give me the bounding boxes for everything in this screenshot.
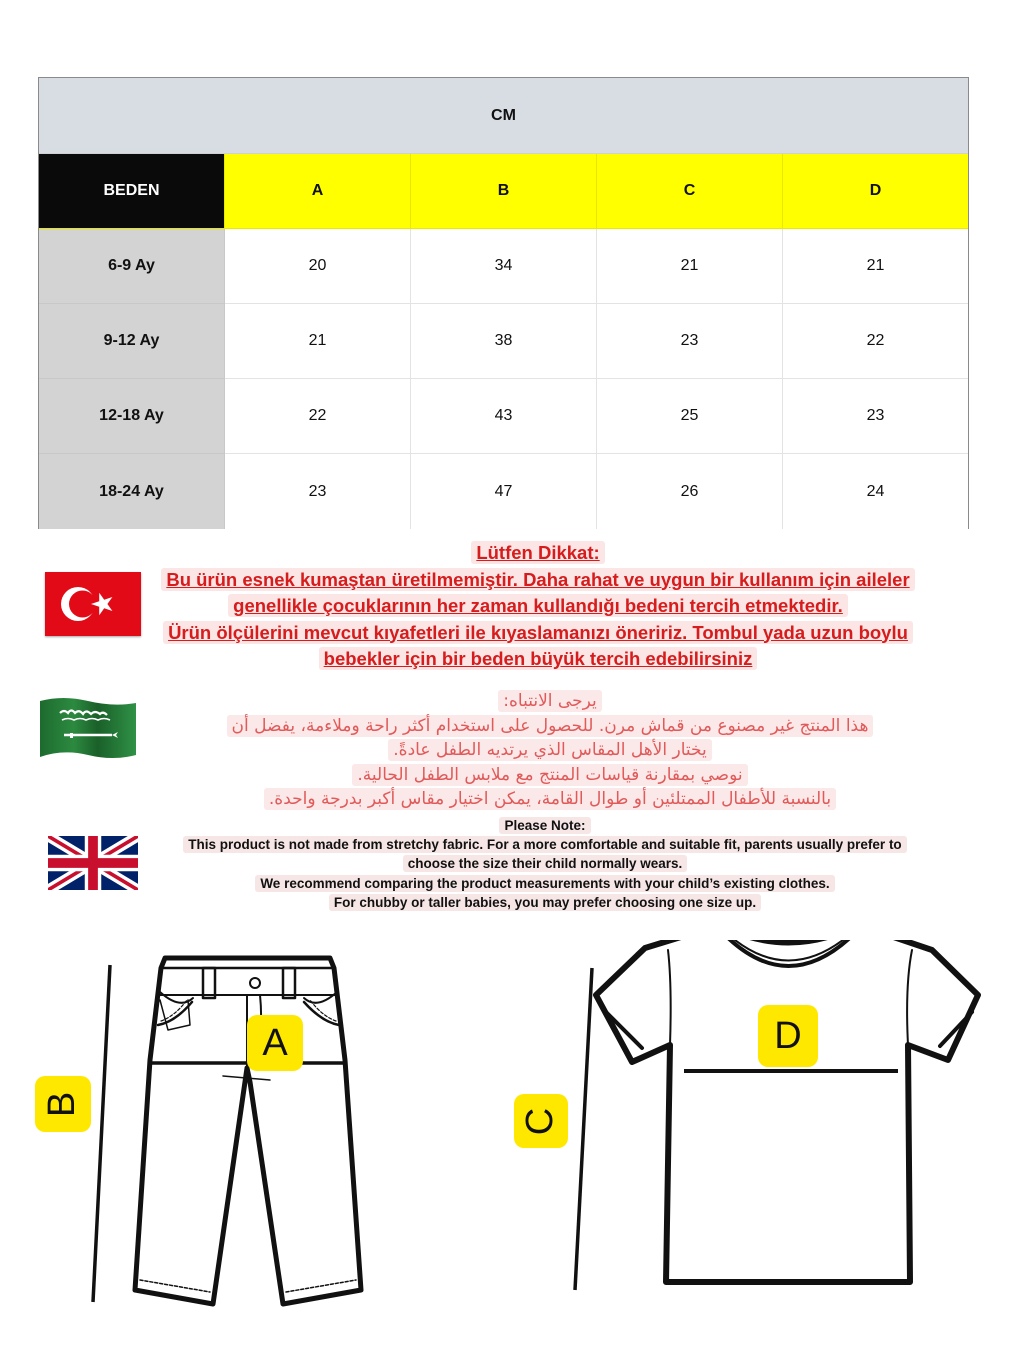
- english-note-title: Please Note:: [499, 817, 590, 834]
- arabic-note-line: بالنسبة للأطفال الممتلئين أو طوال القامة، يمكن اختيار مقاس أكبر بدرجة واحدة.: [264, 788, 836, 810]
- turkish-note-line: genellikle çocuklarının her zaman kullandığı bedeni tercih etmektedir.: [228, 594, 848, 617]
- table-cell: 34: [411, 229, 597, 304]
- turkish-note-line: Bu ürün esnek kumaştan üretilmemiştir. Daha rahat ve uygun bir kullanım için aileler: [161, 568, 914, 591]
- size-label: 6-9 Ay: [39, 229, 225, 304]
- turkish-note: [146, 540, 930, 673]
- english-note-line: choose the size their child normally wears.: [403, 855, 688, 872]
- arabic-note-line: هذا المنتج غير مصنوع من قماش مرن. للحصول على استخدام أكثر راحة وملاءمة، يفضل أن: [227, 715, 874, 737]
- turkey-flag-icon: [45, 572, 141, 636]
- table-cell: 20: [225, 229, 411, 304]
- table-cell: 43: [411, 379, 597, 454]
- table-cell: 23: [225, 454, 411, 529]
- measurement-illustrations: [0, 940, 1020, 1340]
- table-cell: 23: [783, 379, 968, 454]
- saudi-flag-icon: [38, 695, 138, 761]
- english-note: [160, 816, 930, 912]
- english-note-line: This product is not made from stretchy fabric. For a more comfortable and suitable fit, parents usually prefer to: [183, 836, 906, 853]
- table-row: [39, 379, 968, 454]
- table-cell: 47: [411, 454, 597, 529]
- table-cell: 38: [411, 304, 597, 379]
- column-header-b: B: [411, 154, 597, 229]
- table-row: [39, 454, 968, 529]
- english-note-line: We recommend comparing the product measurements with your child’s existing clothes.: [255, 875, 834, 892]
- tshirt-drawing: [596, 940, 978, 1282]
- table-cell: 22: [783, 304, 968, 379]
- table-cell: 24: [783, 454, 968, 529]
- pants-length-line: [93, 965, 110, 1302]
- shirt-length-line: [575, 968, 592, 1290]
- size-table: [38, 77, 969, 529]
- table-cell: 23: [597, 304, 783, 379]
- table-column-headers: [39, 154, 968, 229]
- table-row: [39, 304, 968, 379]
- measure-tag-a: A: [247, 1015, 303, 1071]
- arabic-note-line: نوصي بمقارنة قياسات المنتج مع ملابس الطفل الحالية.: [352, 764, 747, 786]
- column-header-d: D: [783, 154, 968, 229]
- size-label: 12-18 Ay: [39, 379, 225, 454]
- arabic-note-title: يرجى الانتباه:: [498, 690, 601, 712]
- table-cell: 25: [597, 379, 783, 454]
- table-cell: 21: [597, 229, 783, 304]
- table-row: [39, 229, 968, 304]
- table-header-cm: CM: [39, 78, 968, 154]
- turkish-note-title: Lütfen Dikkat:: [471, 541, 604, 564]
- column-header-a: A: [225, 154, 411, 229]
- pants-drawing: [135, 958, 361, 1304]
- table-cell: 26: [597, 454, 783, 529]
- turkish-note-line: Ürün ölçülerini mevcut kıyafetleri ile kıyaslamanızı öneririz. Tombul yada uzun boylu: [163, 621, 913, 644]
- measure-tag-c: C: [514, 1094, 568, 1148]
- arabic-note-line: يختار الأهل المقاس الذي يرتديه الطفل عادةً.: [388, 739, 711, 761]
- turkish-note-line: bebekler için bir beden büyük tercih edebilirsiniz: [319, 647, 758, 670]
- measure-tag-d: D: [758, 1005, 818, 1067]
- column-header-beden: BEDEN: [39, 154, 225, 229]
- arabic-note: [200, 689, 900, 812]
- column-header-c: C: [597, 154, 783, 229]
- size-label: 18-24 Ay: [39, 454, 225, 529]
- english-note-line: For chubby or taller babies, you may prefer choosing one size up.: [329, 894, 761, 911]
- table-cell: 22: [225, 379, 411, 454]
- measure-tag-b: B: [35, 1076, 91, 1132]
- size-label: 9-12 Ay: [39, 304, 225, 379]
- table-cell: 21: [225, 304, 411, 379]
- uk-flag-icon: [48, 836, 138, 890]
- table-cell: 21: [783, 229, 968, 304]
